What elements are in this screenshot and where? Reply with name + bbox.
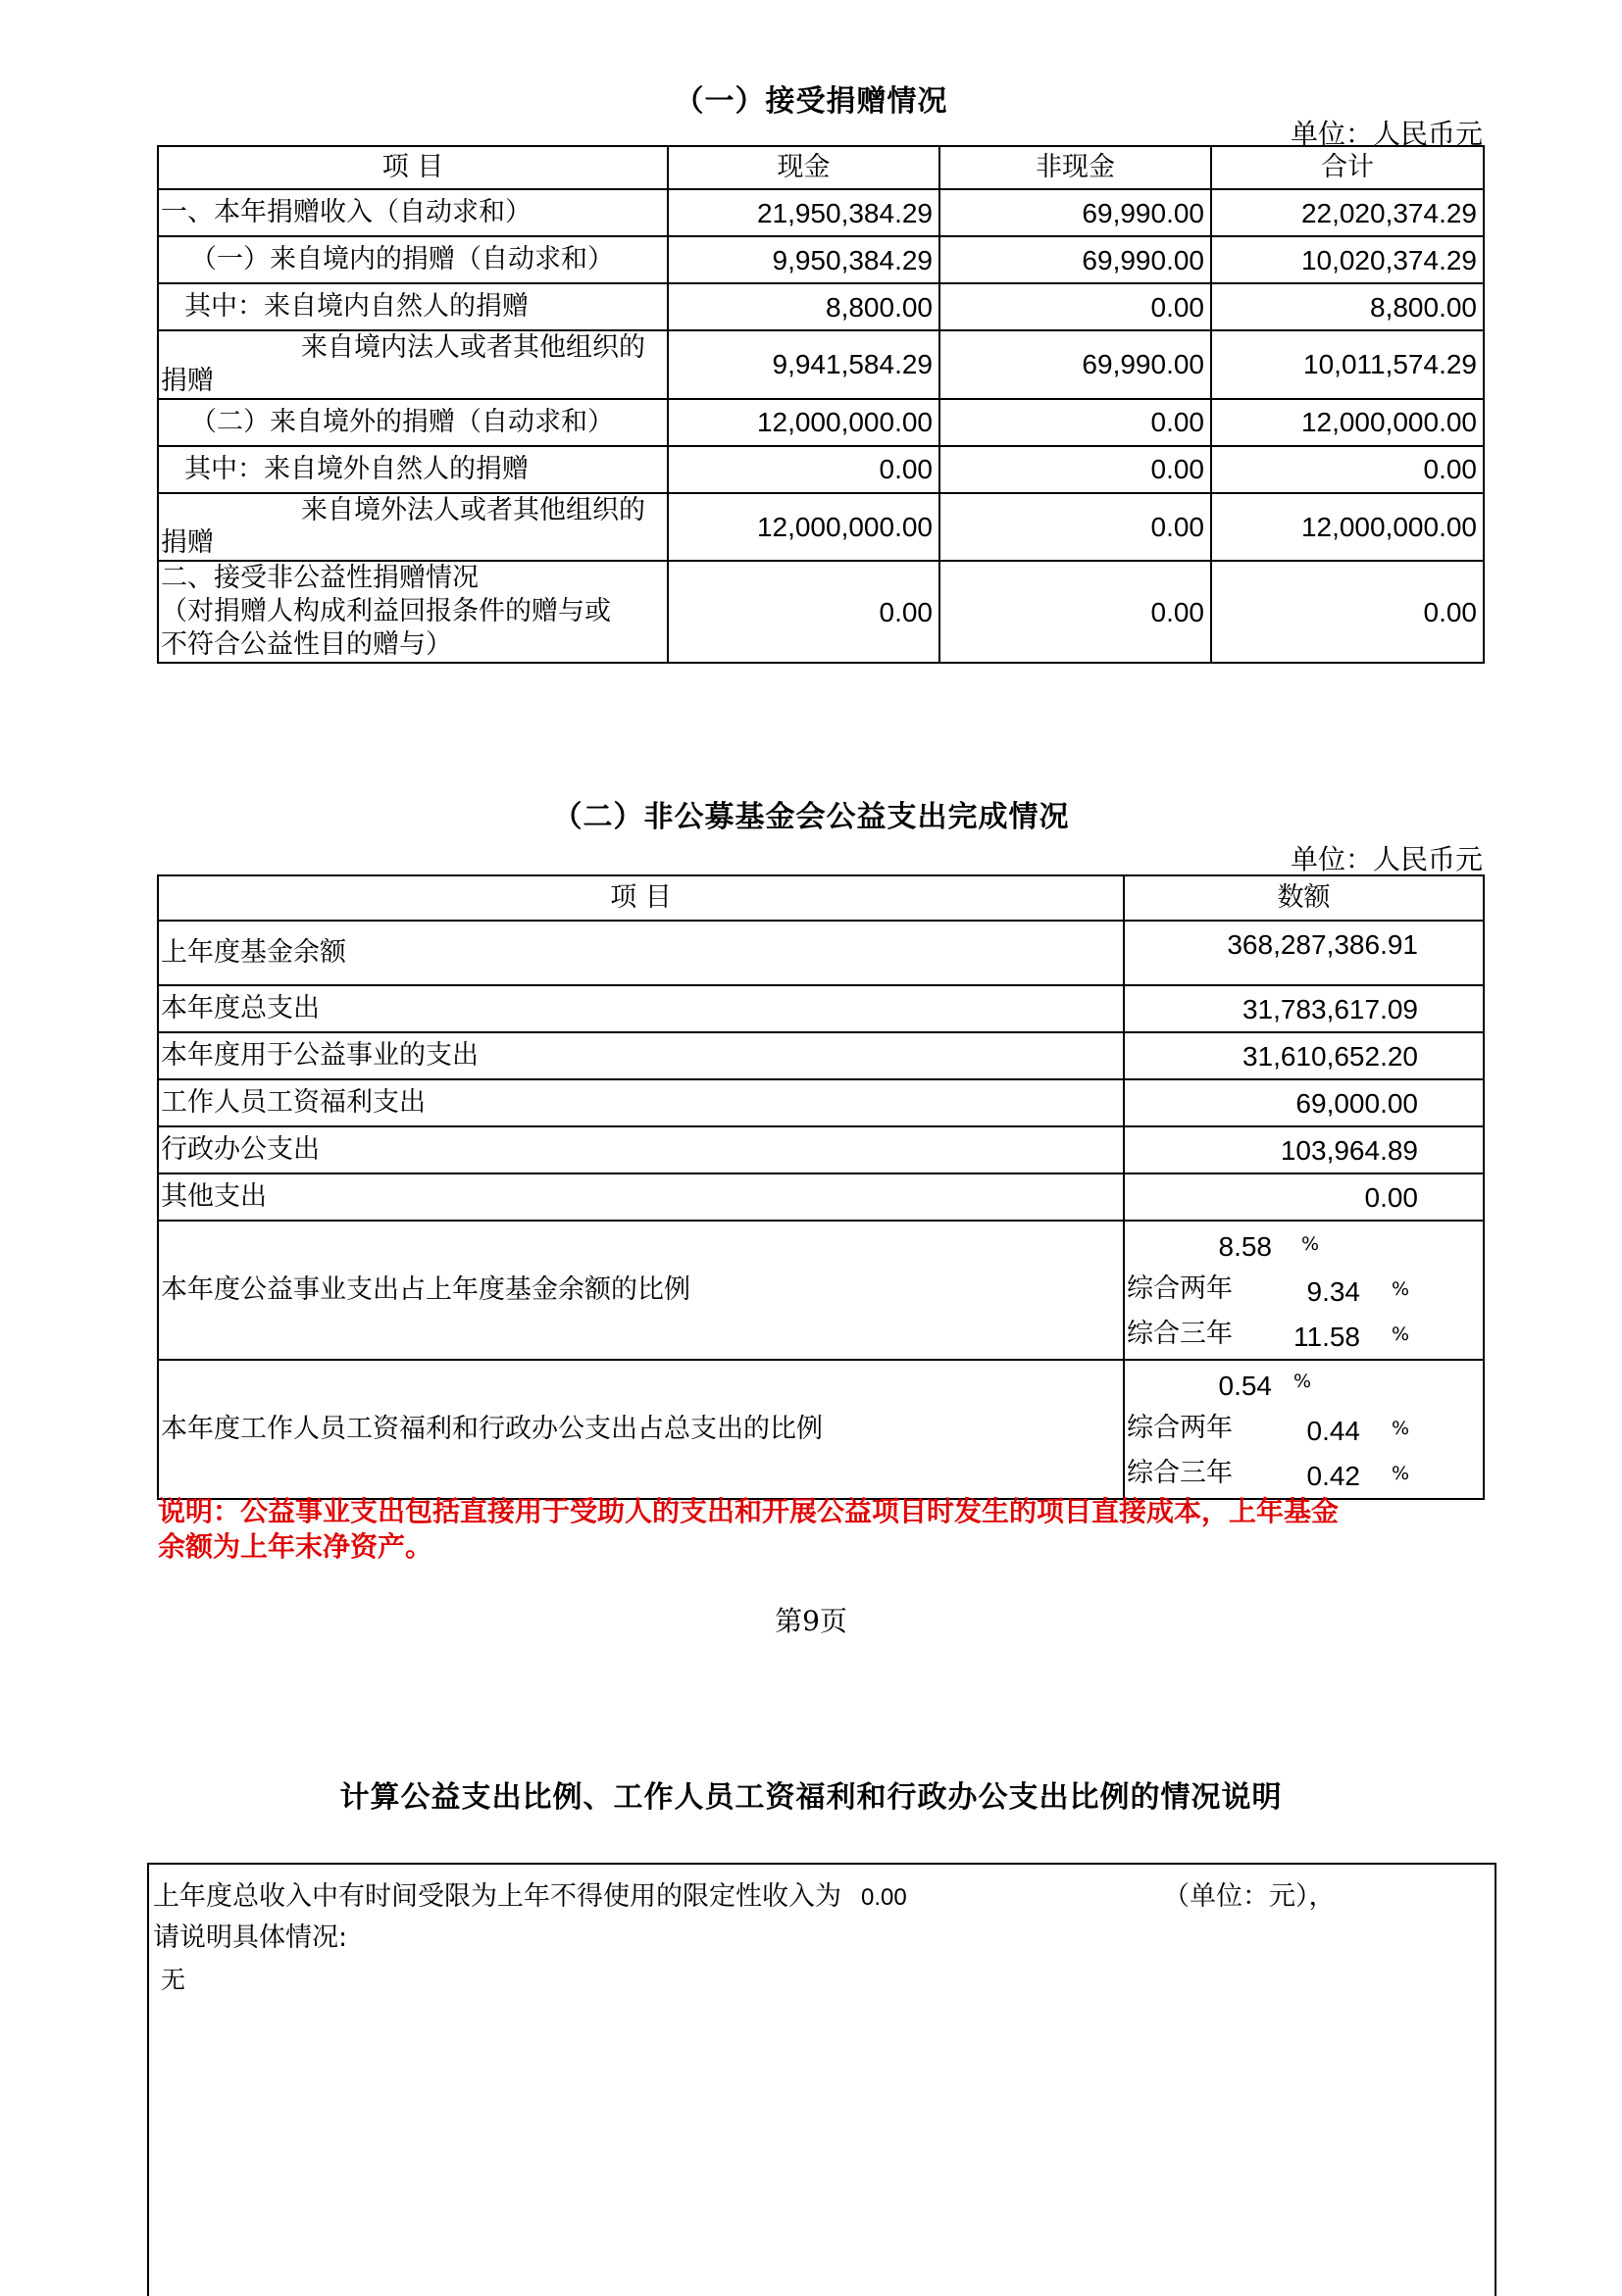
ratio2-three-year-label: 综合三年 bbox=[1127, 1458, 1233, 1488]
cash-value: 9,941,584.29 bbox=[668, 330, 939, 399]
row-label-line2: 捐赠 bbox=[161, 527, 214, 559]
explanation-box bbox=[147, 1863, 1496, 2296]
row-label: 一、本年捐赠收入（自动求和） bbox=[158, 189, 668, 236]
row-label: 其中：来自境外自然人的捐赠 bbox=[158, 446, 668, 493]
row-label: 上年度基金余额 bbox=[158, 921, 1124, 985]
ratio2-two-year-pct: % bbox=[1392, 1418, 1410, 1439]
noncash-value: 69,990.00 bbox=[939, 330, 1211, 399]
restricted-income-line bbox=[153, 1874, 1336, 1913]
cash-value: 9,950,384.29 bbox=[668, 236, 939, 283]
table-row bbox=[158, 1126, 1484, 1173]
cash-value: 8,800.00 bbox=[668, 283, 939, 330]
table-row bbox=[158, 493, 1484, 562]
table-row bbox=[158, 921, 1484, 985]
amount-value: 0.00 bbox=[1124, 1173, 1484, 1221]
restricted-income-value: 0.00 bbox=[861, 1884, 907, 1911]
header-item: 项 目 bbox=[158, 146, 668, 189]
ratio1-three-year: 11.58 bbox=[1293, 1322, 1360, 1352]
table-row bbox=[158, 236, 1484, 283]
amount-value: 69,000.00 bbox=[1124, 1079, 1484, 1126]
ratio2-three-year-pct: % bbox=[1392, 1463, 1410, 1484]
ratio1-label: 本年度公益事业支出占上年度基金余额的比例 bbox=[158, 1221, 1124, 1360]
table-row bbox=[158, 561, 1484, 663]
row-label: 其中：来自境内自然人的捐赠 bbox=[158, 283, 668, 330]
noncash-value: 0.00 bbox=[939, 493, 1211, 562]
total-value: 12,000,000.00 bbox=[1211, 493, 1484, 562]
amount-value: 31,610,652.20 bbox=[1124, 1032, 1484, 1079]
cash-value: 21,950,384.29 bbox=[668, 189, 939, 236]
header-amount: 数额 bbox=[1124, 875, 1484, 921]
ratio1-cell bbox=[1124, 1221, 1484, 1360]
row-label-line1: 来自境外法人或者其他组织的 bbox=[301, 494, 645, 525]
ratio1-current-pct: % bbox=[1301, 1233, 1320, 1255]
row-label: 本年度用于公益事业的支出 bbox=[158, 1032, 1124, 1079]
note-line2: 余额为上年末净资产。 bbox=[158, 1530, 433, 1564]
section1-title: （一）接受捐赠情况 bbox=[674, 84, 948, 119]
table-row bbox=[158, 330, 1484, 399]
table-row bbox=[158, 446, 1484, 493]
expenditure-table bbox=[157, 874, 1485, 1500]
amount-value: 31,783,617.09 bbox=[1124, 985, 1484, 1032]
header-item: 项 目 bbox=[158, 875, 1124, 921]
explain-prompt: 请说明具体情况: bbox=[153, 1922, 348, 1953]
row-label-line3: 不符合公益性目的赠与） bbox=[161, 628, 452, 660]
page-number: 第9页 bbox=[775, 1605, 847, 1637]
ratio1-current: 8.58 bbox=[1218, 1231, 1272, 1262]
row-label: 行政办公支出 bbox=[158, 1126, 1124, 1173]
ratio1-two-year-label: 综合两年 bbox=[1127, 1273, 1233, 1304]
ratio2-label: 本年度工作人员工资福利和行政办公支出占总支出的比例 bbox=[158, 1360, 1124, 1499]
table-row bbox=[158, 283, 1484, 330]
header-total: 合计 bbox=[1211, 146, 1484, 189]
total-value: 0.00 bbox=[1211, 446, 1484, 493]
ratio1-two-year-pct: % bbox=[1392, 1278, 1410, 1300]
total-value: 22,020,374.29 bbox=[1211, 189, 1484, 236]
cash-value: 0.00 bbox=[668, 561, 939, 663]
table-row bbox=[158, 985, 1484, 1032]
restricted-income-unit: （单位：元）， bbox=[1163, 1881, 1336, 1912]
table-row bbox=[158, 1173, 1484, 1221]
ratio-row bbox=[158, 1360, 1484, 1499]
header-noncash: 非现金 bbox=[939, 146, 1211, 189]
ratio2-two-year-label: 综合两年 bbox=[1127, 1413, 1233, 1443]
row-label-line1: 二、接受非公益性捐赠情况 bbox=[161, 563, 479, 594]
section1-unit: 单位：人民币元 bbox=[1290, 118, 1483, 150]
restricted-income-label: 上年度总收入中有时间受限为上年不得使用的限定性收入为 bbox=[153, 1881, 841, 1912]
total-value: 12,000,000.00 bbox=[1211, 399, 1484, 446]
row-label: 本年度总支出 bbox=[158, 985, 1124, 1032]
row-label-line1: 来自境内法人或者其他组织的 bbox=[301, 332, 645, 363]
table-row bbox=[158, 189, 1484, 236]
ratio1-two-year: 9.34 bbox=[1306, 1276, 1360, 1307]
section3-title: 计算公益支出比例、工作人员工资福利和行政办公支出比例的情况说明 bbox=[339, 1780, 1283, 1815]
note-line1: 说明：公益事业支出包括直接用于受助人的支出和开展公益项目时发生的项目直接成本，上年基金 bbox=[158, 1495, 1340, 1527]
row-label-line2: （对捐赠人构成利益回报条件的赠与或 bbox=[161, 596, 611, 627]
amount-value: 368,287,386.91 bbox=[1124, 921, 1484, 985]
ratio1-three-year-pct: % bbox=[1392, 1323, 1410, 1345]
ratio2-three-year: 0.42 bbox=[1306, 1461, 1360, 1491]
noncash-value: 0.00 bbox=[939, 399, 1211, 446]
ratio1-box bbox=[1125, 1222, 1483, 1359]
noncash-value: 69,990.00 bbox=[939, 236, 1211, 283]
total-value: 8,800.00 bbox=[1211, 283, 1484, 330]
total-value: 0.00 bbox=[1211, 561, 1484, 663]
total-value: 10,020,374.29 bbox=[1211, 236, 1484, 283]
table-row bbox=[158, 1079, 1484, 1126]
ratio2-two-year: 0.44 bbox=[1306, 1416, 1360, 1446]
ratio-row bbox=[158, 1221, 1484, 1360]
section2-title: （二）非公募基金会公益支出完成情况 bbox=[552, 800, 1070, 834]
row-label bbox=[158, 561, 668, 663]
explain-answer: 无 bbox=[161, 1966, 186, 1994]
row-label: （一）来自境内的捐赠（自动求和） bbox=[158, 236, 668, 283]
ratio2-current-pct: % bbox=[1293, 1371, 1312, 1392]
table-header-row bbox=[158, 146, 1484, 189]
amount-value: 103,964.89 bbox=[1124, 1126, 1484, 1173]
row-label bbox=[158, 493, 668, 562]
header-cash: 现金 bbox=[668, 146, 939, 189]
row-label bbox=[158, 330, 668, 399]
noncash-value: 0.00 bbox=[939, 283, 1211, 330]
ratio2-cell bbox=[1124, 1360, 1484, 1499]
row-label: 工作人员工资福利支出 bbox=[158, 1079, 1124, 1126]
noncash-value: 0.00 bbox=[939, 446, 1211, 493]
row-label-line2: 捐赠 bbox=[161, 365, 214, 396]
ratio2-current: 0.54 bbox=[1218, 1371, 1272, 1401]
row-label: 其他支出 bbox=[158, 1173, 1124, 1221]
explanation-note bbox=[158, 1494, 1482, 1566]
noncash-value: 69,990.00 bbox=[939, 189, 1211, 236]
donation-table bbox=[157, 145, 1485, 664]
table-row bbox=[158, 399, 1484, 446]
table-header-row bbox=[158, 875, 1484, 921]
ratio2-box bbox=[1125, 1361, 1483, 1498]
cash-value: 0.00 bbox=[668, 446, 939, 493]
row-label: （二）来自境外的捐赠（自动求和） bbox=[158, 399, 668, 446]
noncash-value: 0.00 bbox=[939, 561, 1211, 663]
total-value: 10,011,574.29 bbox=[1211, 330, 1484, 399]
cash-value: 12,000,000.00 bbox=[668, 493, 939, 562]
ratio1-three-year-label: 综合三年 bbox=[1127, 1319, 1233, 1349]
section2-unit: 单位：人民币元 bbox=[1290, 843, 1483, 875]
cash-value: 12,000,000.00 bbox=[668, 399, 939, 446]
table-row bbox=[158, 1032, 1484, 1079]
